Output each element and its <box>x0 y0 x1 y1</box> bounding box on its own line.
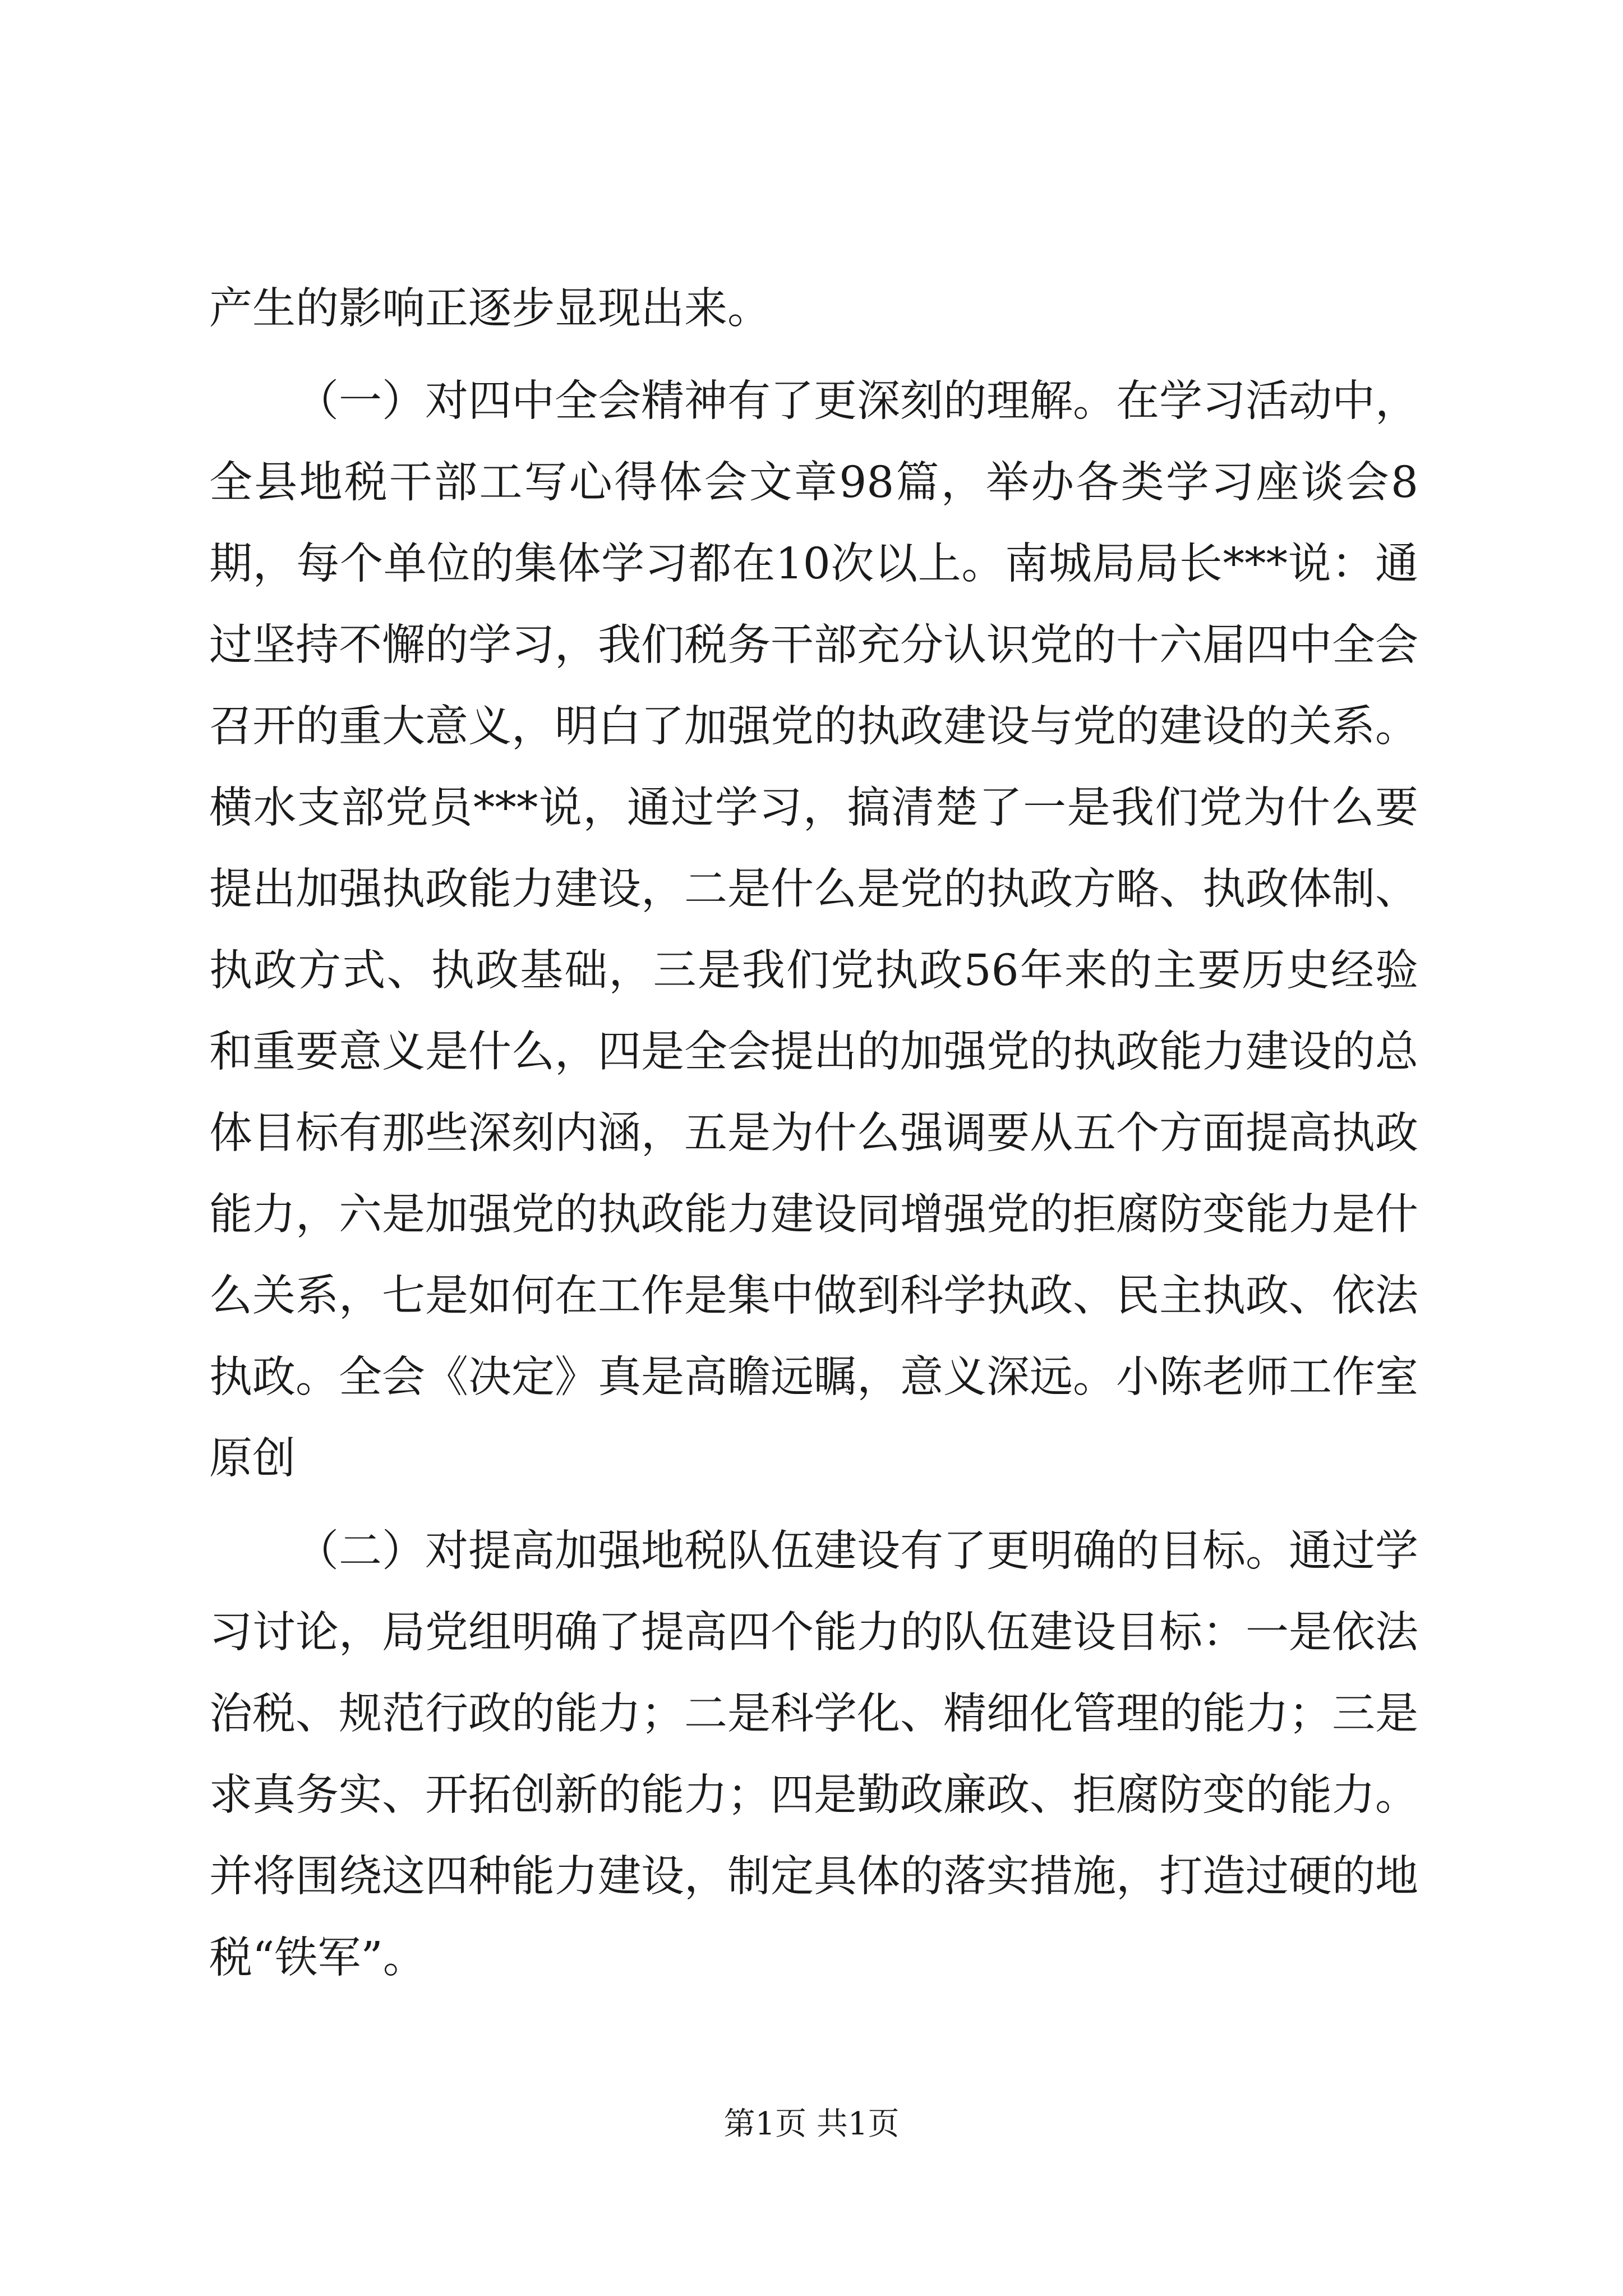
document-body <box>209 268 1418 1999</box>
paragraph-section-one: （一）对四中全会精神有了更深刻的理解。在学习活动中，全县地税干部工写心得体会文章98篇，举办各类学习座谈会8期，每个单位的集体学习都在10次以上。南城局局长***说：通过坚持不懈的学习，我们税务干部充分认识党的十六届四中全会召开的重大意义，明白了加强党的执政建设与党的建设的关系。横水支部党员***说，通过学习，搞清楚了一是我们党为什么要提出加强执政能力建设，二是什么是党的执政方略、执政体制、执政方式、执政基础，三是我们党执政56年来的主要历史经验和重要意义是什么，四是全会提出的加强党的执政能力建设的总体目标有那些深刻内涵，五是为什么强调要从五个方面提高执政能力，六是加强党的执政能力建设同增强党的拒腐防变能力是什么关系，七是如何在工作是集中做到科学执政、民主执政、依法执政。全会《决定》真是高瞻远瞩，意义深远。小陈老师工作室原创 <box>209 376 1418 1484</box>
paragraph-continuation: 产生的影响正逐步显现出来。 <box>209 284 771 334</box>
page-footer: 第1页 共1页 <box>723 2106 900 2142</box>
paragraph-section-two: （二）对提高加强地税队伍建设有了更明确的目标。通过学习讨论，局党组明确了提高四个能力的队伍建设目标：一是依法治税、规范行政的能力；二是科学化、精细化管理的能力；三是求真务实、开拓创新的能力；四是勤政廉政、拒腐防变的能力。并将围绕这四种能力建设，制定具体的落实措施，打造过硬的地税“铁军”。 <box>209 1526 1418 1983</box>
